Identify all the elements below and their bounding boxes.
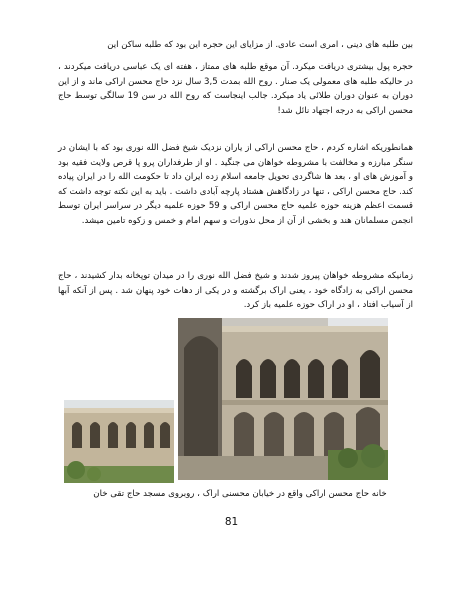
paragraph-2 <box>58 60 413 118</box>
paragraph-text: بین طلبه های دینی ، امری است عادی. از مزایای این حجره این بود که طلبه ساکن این <box>107 40 413 50</box>
house-photo-large <box>178 318 388 480</box>
paragraph-text: همانطوریکه اشاره کردم ، حاج محسن اراکی از یاران نزدیک شیخ فضل الله نوری بود که با ایشان در سنگر مبارزه و مخالفت با مشروطه خواهان می جنگید . او از طرفداران پرو پا قرص ولایت فقیه بود و آموزش های او ، بعد ها شاگردی تحویل جامعه اسلام زده ایران داد تا حکومت الله را در ایران پیاده کند. حاج محسن اراکی ، تنها در زادگاهش هشتاد پارچه آبادی داشت . باید به این نکته توجه داشت که قسمت اعظم هزینه حوزه علمیه حاج محسن اراکی و 59 حوزه علمیه دیگر در سراسر ایران توسط انجمن مسلمانان هند و بخشی از آن از محل نذورات و سهم امام و خمس و زکوه تامین میشد. <box>58 143 413 226</box>
paragraph-1 <box>58 38 413 53</box>
photo-caption: خانه حاج محسن اراکی واقع در خیابان محسنی اراک ، روبروی مسجد حاج تقی خان <box>93 489 387 499</box>
house-photo-small <box>64 400 174 483</box>
paragraph-text: حجره پول بیشتری دریافت میکرد. آن موقع طلبه های ممتاز ، هفته ای یک عباسی دریافت میکردند ، در حالیکه طلبه های معمولی یک صنار . روح الله بمدت 3,5 سال نزد حاج محسن اراکی ماند و از این دوران به عنوان دوران طلائی یاد میکرد. جالب اینجاست که روح الله در سن 19 سالگی توسط حاج محسن اراکی به درجه اجتهاد نائل شد! <box>58 62 413 116</box>
paragraph-4 <box>58 269 413 313</box>
page-number: 81 <box>224 516 239 528</box>
paragraph-text: زمانیکه مشروطه خواهان پیروز شدند و شیخ فضل الله نوری را در میدان توپخانه بدار کشیدند ، حاج محسن اراکی به زادگاه خود ، یعنی اراک برگشته و در یکی از دهات خود پنهان شد . پس از آنکه آبها از آسیاب افتاد ، او در اراک حوزه علمیه باز کرد. <box>58 271 413 311</box>
paragraph-3 <box>58 141 413 229</box>
